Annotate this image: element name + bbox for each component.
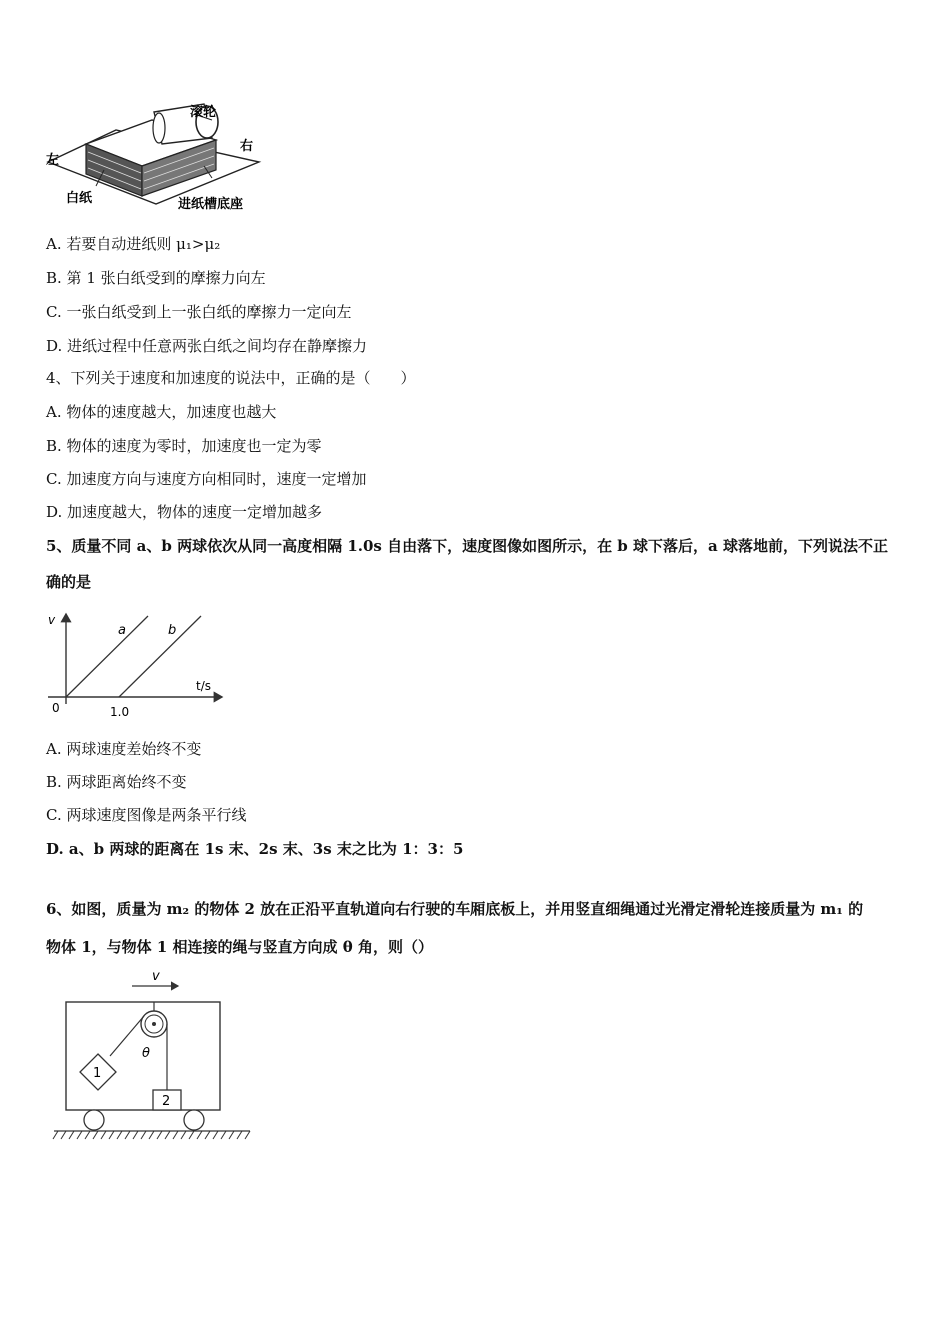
q3-option-b: B. 第 1 张白纸受到的摩擦力向左: [46, 269, 266, 287]
t-axis-label: t/s: [196, 679, 211, 693]
q4-option-a: A. 物体的速度越大，加速度也越大: [46, 403, 277, 421]
body1-label: 1: [93, 1066, 102, 1081]
paper-label: 白纸: [66, 191, 93, 206]
velocity-time-graph: [44, 606, 229, 724]
theta-label: θ: [142, 1046, 150, 1061]
q6-stem-line1: 6、如图，质量为 m₂ 的物体 2 放在正沿平直轨道向右行驶的车厢底板上，并用竖直细绳通过光滑定滑轮连接质量为 m₁ 的: [46, 900, 864, 918]
q5-option-b: B. 两球距离始终不变: [46, 773, 187, 791]
label-a: a: [118, 623, 126, 638]
carriage-figure: [52, 964, 254, 1142]
paper-feeder-figure: [44, 100, 274, 215]
q3-option-d: D. 进纸过程中任意两张白纸之间均存在静摩擦力: [46, 337, 368, 355]
roller-label: 滚轮: [190, 105, 217, 120]
label-b: b: [168, 623, 177, 638]
tick-label: 1.0: [110, 705, 130, 719]
q5-option-c: C. 两球速度图像是两条平行线: [46, 806, 247, 824]
q4-stem: 4、下列关于速度和加速度的说法中，正确的是（ ）: [46, 369, 416, 387]
body2-label: 2: [162, 1094, 171, 1109]
q4-option-b: B. 物体的速度为零时，加速度也一定为零: [46, 437, 322, 455]
right-label: 右: [240, 139, 254, 154]
q5-stem-line1: 5、质量不同 a、b 两球依次从同一高度相隔 1.0s 自由落下，速度图像如图所示，在 b 球下落后，a 球落地前，下列说法不正: [46, 537, 888, 555]
q6-stem-line2: 物体 1，与物体 1 相连接的绳与竖直方向成 θ 角，则（）: [46, 938, 433, 956]
q4-option-d: D. 加速度越大，物体的速度一定增加越多: [46, 503, 323, 521]
q5-option-d: D. a、b 两球的距离在 1s 末、2s 末、3s 末之比为 1：3：5: [46, 840, 464, 858]
q5-option-a: A. 两球速度差始终不变: [46, 740, 202, 758]
q3-option-c: C. 一张白纸受到上一张白纸的摩擦力一定向左: [46, 303, 352, 321]
line-b: [119, 616, 201, 697]
line-a: [66, 616, 148, 697]
v-axis-label: v: [48, 613, 56, 627]
left-label: 左: [46, 153, 60, 168]
base-label: 进纸槽底座: [178, 197, 244, 212]
origin-label: 0: [52, 701, 60, 715]
velocity-label: v: [152, 969, 160, 984]
q4-option-c: C. 加速度方向与速度方向相同时，速度一定增加: [46, 470, 367, 488]
q3-option-a: A. 若要自动进纸则 μ₁>μ₂: [46, 235, 221, 253]
q5-stem-line2: 确的是: [46, 573, 92, 591]
